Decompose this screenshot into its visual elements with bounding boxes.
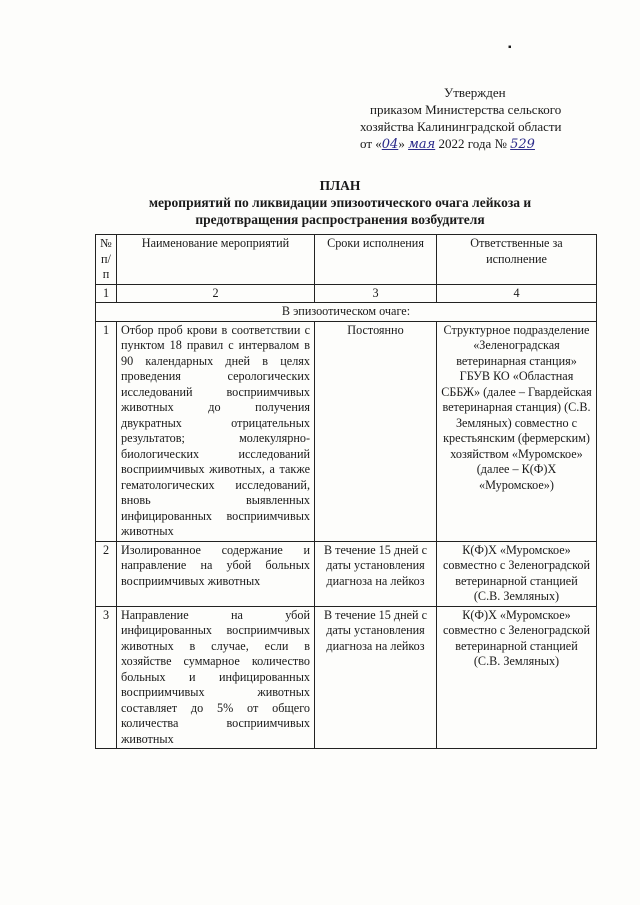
row-responsible: Структурное подразделение «Зеленоградская ветеринарная станция» ГБУВ КО «Областная СББЖ» (далее – Гвардейская ветеринарная станция) (С.В. Земляных) совместно с крестьянским (фермерским) хозяйством «Муромское» (далее – К(Ф)Х «Муромское»)	[437, 321, 597, 541]
section-row	[96, 303, 597, 322]
section-label: В эпизоотическом очаге:	[96, 303, 597, 322]
stray-mark: ▪	[508, 42, 512, 53]
approval-line-1: Утвержден	[444, 85, 506, 100]
approval-line-4	[356, 135, 596, 153]
table-row	[96, 541, 597, 606]
column-number-row	[96, 284, 597, 303]
col-number-4: 4	[437, 284, 597, 303]
approval-date-mid: »	[398, 136, 405, 151]
title-line-3: предотвращения распространения возбудителя	[195, 212, 485, 227]
table-row	[96, 606, 597, 749]
plan-table	[95, 234, 597, 749]
approval-block	[356, 84, 596, 153]
col-number-1: 1	[96, 284, 117, 303]
row-term: В течение 15 дней с даты установления диагноза на лейкоз	[315, 606, 437, 749]
approval-line-3: хозяйства Калининградской области	[360, 119, 562, 134]
header-action: Наименование мероприятий	[117, 235, 315, 285]
row-num: 3	[96, 606, 117, 749]
row-action: Направление на убой инфицированных восприимчивых животных в случае, если в хозяйстве суммарное количество больных и инфицированных восприимчивых животных составляет до 5% от общего количества восприимчивых животных	[117, 606, 315, 749]
col-number-3: 3	[315, 284, 437, 303]
approval-date-suffix: 2022 года №	[438, 136, 507, 151]
row-responsible: К(Ф)Х «Муромское» совместно с Зеленоградской ветеринарной станцией (С.В. Земляных)	[437, 541, 597, 606]
row-num: 2	[96, 541, 117, 606]
header-responsible: Ответственные за исполнение	[437, 235, 597, 285]
approval-date-prefix: от «	[360, 136, 382, 151]
title-line-2: мероприятий по ликвидации эпизоотического очага лейкоза и	[148, 195, 532, 210]
row-term: В течение 15 дней с даты установления диагноза на лейкоз	[315, 541, 437, 606]
title-line-1: ПЛАН	[319, 178, 361, 193]
row-responsible: К(Ф)Х «Муромское» совместно с Зеленоградской ветеринарной станцией (С.В. Земляных)	[437, 606, 597, 749]
row-num: 1	[96, 321, 117, 541]
row-term: Постоянно	[315, 321, 437, 541]
approval-line-2: приказом Министерства сельского	[370, 102, 562, 117]
header-num: № п/п	[96, 235, 117, 285]
handwritten-day: 04	[381, 137, 399, 152]
table-row	[96, 321, 597, 541]
col-number-2: 2	[117, 284, 315, 303]
header-row	[96, 235, 597, 285]
row-action: Отбор проб крови в соответствии с пунктом 18 правил с интервалом в 90 календарных дней в целях проведения серологических исследований восприимчивых животных до получения двукратных отрицательных результатов; молекулярно-биологических исследований восприимчивых животных, а также гематологических исследований, вновь выявленных инфицированных восприимчивых животных	[117, 321, 315, 541]
plan-title	[100, 177, 580, 228]
header-term: Сроки исполнения	[315, 235, 437, 285]
handwritten-month: мая	[408, 137, 436, 152]
row-action: Изолированное содержание и направление на убой больных восприимчивых животных	[117, 541, 315, 606]
handwritten-number: 529	[510, 137, 535, 152]
